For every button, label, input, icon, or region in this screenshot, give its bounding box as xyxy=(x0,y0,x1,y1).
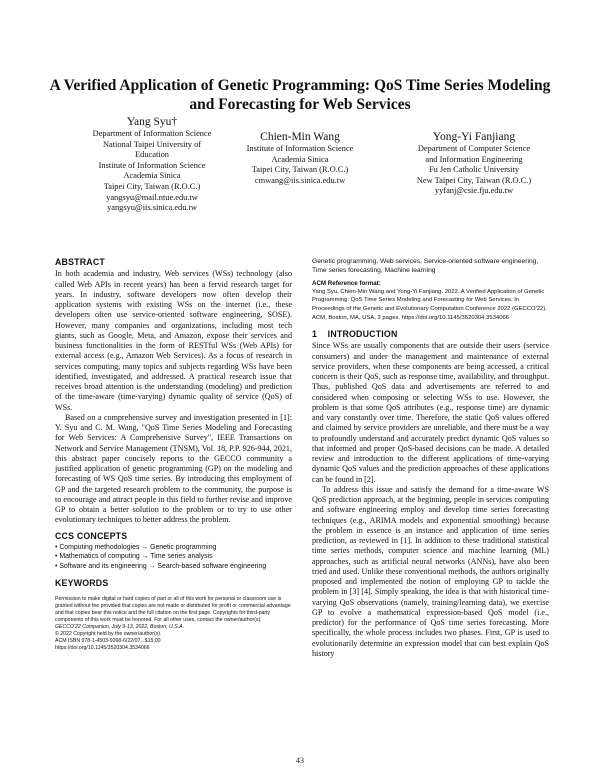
permission-venue: GECCO'22 Companion, July 9-13, 2022, Boston, U.S.A. xyxy=(55,623,185,630)
author-affiliation: Department of Information Science National Taipei University of Education Institute of Information Science Academia Sinica Taipei City, Taiwan (R.O.C.) xyxy=(92,129,212,191)
author-email[interactable]: yyfanj@csie.fju.edu.tw xyxy=(434,186,514,196)
author-affiliation: Department of Computer Science and Information Engineering Fu Jen Catholic University New Taipei City, Taiwan (R.O.C.) xyxy=(416,144,532,185)
page-number: 43 xyxy=(296,756,304,765)
author-name: Yang Syu† xyxy=(126,116,178,128)
ccs-heading: CCS CONCEPTS xyxy=(55,530,128,541)
author-affiliation: Institute of Information Science Academia Sinica Taipei City, Taiwan (R.O.C.) xyxy=(246,144,354,175)
permission-block xyxy=(55,596,292,652)
keywords-heading: KEYWORDS xyxy=(55,577,109,588)
ccs-list xyxy=(55,543,292,572)
permission-isbn: ACM ISBN 978-1-4503-9268-6/22/07...$15.00 xyxy=(55,637,161,644)
permission-doi[interactable]: https://doi.org/10.1145/3520304.3534066 xyxy=(55,644,150,651)
paper-title: A Verified Application of Genetic Programming: QoS Time Series Modeling and Forecasting for Web Services xyxy=(49,77,551,113)
author-email[interactable]: cmwang@iis.sinica.edu.tw xyxy=(254,175,346,185)
permission-copyright: © 2022 Copyright held by the owner/author(s). xyxy=(55,630,162,637)
permission-text: Permission to make digital or hard copies of part or all of this work for personal or classroom use is granted without fee provided that copies are not made or distributed for profit or commercial advantage and that copies bear this notice and the full citation on the first page. Copyrights for third-party components of this work must be honored. For all other uses, contact the owner/author(s). xyxy=(55,595,291,623)
author-name: Chien-Min Wang xyxy=(260,131,340,143)
abstract-paragraph-1: In both academia and industry, Web services (WSs) technology (also called Web APIs in recent years) has been a fervid research target for years. In industry, software developers now often develop their application systems with existing WSs on the internet (i.e., these developers often use service-oriented software engineering, SOSE). However, many companies and organizations, including most tech giants, such as Google, Meta, and Amazon, expose their services and business functionalities in the form of RESTful WSs (Web APIs) for external access (e.g., Amazon Web Services). As a focus of research in services computing, many topics and subjects regarding WSs have been identified, investigated, and addressed. A practical research issue that receives broad attention is the understanding (modeling) and prediction of the time-aware (time-varying) dynamic quality of service (QoS) of WSs. xyxy=(55,269,292,412)
right-column xyxy=(312,257,549,659)
left-column xyxy=(55,257,292,652)
abstract-heading: ABSTRACT xyxy=(55,257,105,267)
author-block-2 xyxy=(212,131,388,186)
introduction-heading: 1 INTRODUCTION xyxy=(312,329,398,340)
acm-reference-text: Yang Syu, Chien-Min Wang and Yong-Yi Fanjiang. 2022. A Verified Application of Genetic Programming: QoS Time Series Modeling and Forecasting for Web Services. In Proceedings of the Genetic and Evolutionary Computation Conference 2022 (GECCO'22). ACM, Boston, MA, USA, 2 pages. https://doi.org/10.1145/3520304.3534066 xyxy=(312,288,547,321)
author-name: Yong-Yi Fanjiang xyxy=(432,131,516,143)
ccs-item: • Mathematics of computing → Time series analysis xyxy=(55,552,292,562)
keywords-text: Genetic programming, Web services, Service-oriented software engineering, Time series forecasting, Machine learning xyxy=(312,258,539,275)
author-email[interactable]: yangsyu@mail.ntue.edu.tw yangsyu@iis.sinica.edu.tw xyxy=(106,192,198,213)
abstract-paragraph-2: Based on a comprehensive survey and investigation presented in [1]: Y. Syu and C. M. Wang, "QoS Time Series Modeling and Forecasting for Web Services: A Comprehensive Survey", IEEE Transactions on Network and Service Management (TNSM), Vol. 18, P.P. 926-944, 2021, this abstract paper concisely reports to the GECCO community a justified application of genetic programming (GP) on the modeling and forecasting of WS QoS time series. By introducing this employment of GP and the targeted research problem to the community, the purpose is to encourage and attract people in this field to further revise and improve GP to obtain a better solution to the problem or to try to use other evolutionary techniques to better address the problem. xyxy=(55,412,292,525)
acm-reference-heading: ACM Reference format: xyxy=(312,279,381,287)
introduction-paragraph-2: To address this issue and satisfy the demand for a time-aware WS QoS prediction approach, at the beginning, people in services computing and software engineering employ and develop time series forecasting techniques (e.g., ARIMA models and exponential smoothing) because the problem in essence is an instance and application of time series prediction, as reviewed in [1]. In addition to these traditional statistical time series methods, computer science and machine learning (ML) approaches, such as artificial neural networks (ANNs), have also been tried and used. Unlike these conventional methods, the authors originally proposed and implemented the notion of employing GP to tackle the problem in [3] [4]. Simply speaking, the idea is that with historical time-varying QoS observations (namely, training/learning data), we exercise GP to evolve a mathematical expression-based QoS model (i.e., predictor) for the performance of QoS time series forecasting. More specifically, the whole process includes two phases. First, GP is used to evolutionarily determine an expression model that can best explain QoS history xyxy=(312,484,549,658)
author-block-3 xyxy=(386,131,562,197)
ccs-item: • Computing methodologies → Genetic programming xyxy=(55,543,292,553)
ccs-item: • Software and its engineering → Search-based software engineering xyxy=(55,562,292,572)
introduction-paragraph-1: Since WSs are usually components that are outside their users (service consumers) and under the management and maintenance of external service providers, when these components are being accessed, a critical concern is their QoS, such as response time, availability, and throughput. Thus, published QoS data and advertisements are referred to and considered when composing or selecting WSs to use. However, the problem is that some QoS attributes (e.g., response time) are dynamic and vary constantly over time. Therefore, the static QoS values offered and claimed by service providers are unreliable, and there must be a way to profoundly understand and accurately predict dynamic QoS values so that informed and proper QoS-based decisions can be made. A detailed review and introduction to the different applications of time-varying dynamic QoS values and the prediction approaches of these applications can be found in [2]. xyxy=(312,341,549,484)
